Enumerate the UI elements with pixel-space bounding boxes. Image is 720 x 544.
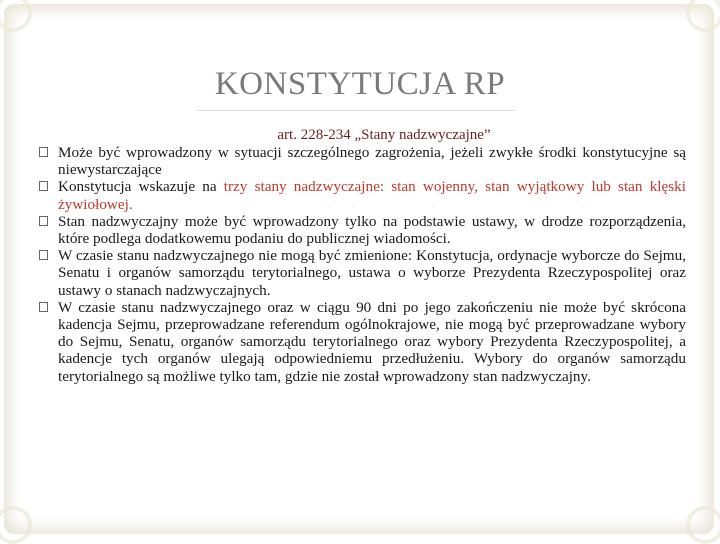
corner-ornament-top-right <box>686 0 720 32</box>
bullet-text-prefix: Konstytucja wskazuje na <box>58 178 224 196</box>
square-bullet-icon <box>39 250 48 260</box>
square-bullet-icon <box>39 302 48 312</box>
slide-content <box>38 126 686 385</box>
bullet-text: W czasie stanu nadzwyczajnego oraz w ciągu 90 dni po jego zakończeniu nie może być skrócona kadencja Sejmu, przeprowadzane referendum ogólnokrajowe, nie mogą być przeprowadzane wybory do Sejmu, Senatu, organów samorządu terytorialnego oraz wybory Prezydenta Rzeczypospolitej, a kadencje tych organów ulegają odpowiedniemu przedłużeniu. Wybory do organów samorządu terytorialnego są możliwe tylko tam, gdzie nie został wprowadzony stan nadzwyczajny. <box>58 298 686 385</box>
title-divider <box>196 110 516 111</box>
bullet-item-2 <box>38 178 686 212</box>
corner-ornament-top-left <box>0 0 32 32</box>
bullet-text: W czasie stanu nadzwyczajnego nie mogą być zmienione: Konstytucja, ordynacje wyborcze do Sejmu, Senatu i organów samorządu terytorialnego, ustawa o wyborze Prezydenta Rzeczypospolitej oraz ustawy o stanach nadzwyczajnych. <box>58 247 686 299</box>
square-bullet-icon <box>39 147 48 157</box>
corner-ornament-bottom-left <box>0 506 32 544</box>
bullet-text-highlight: trzy stany nadzwyczajne: stan wojenny, stan wyjątkowy lub stan klęski żywiołowej. <box>58 178 686 213</box>
square-bullet-icon <box>39 181 48 191</box>
slide-subtitle: art. 228-234 „Stany nadzwyczajne” <box>277 127 491 143</box>
bullet-text: Może być wprowadzony w sytuacji szczególnego zagrożenia, jeżeli zwykłe środki konstytucyjne są niewystarczające <box>58 144 686 179</box>
slide-title: KONSTYTUCJA RP <box>214 66 506 102</box>
square-bullet-icon <box>39 216 48 226</box>
corner-ornament-bottom-right <box>686 506 720 544</box>
bullet-item-1 <box>38 144 686 178</box>
bullet-item-4 <box>38 247 686 299</box>
bullet-item-5 <box>38 299 686 385</box>
bullet-text: Stan nadzwyczajny może być wprowadzony tylko na podstawie ustawy, w drodze rozporządzenia, które podlega dodatkowemu podaniu do publicznej wiadomości. <box>58 212 686 248</box>
bullet-item-3 <box>38 213 686 247</box>
